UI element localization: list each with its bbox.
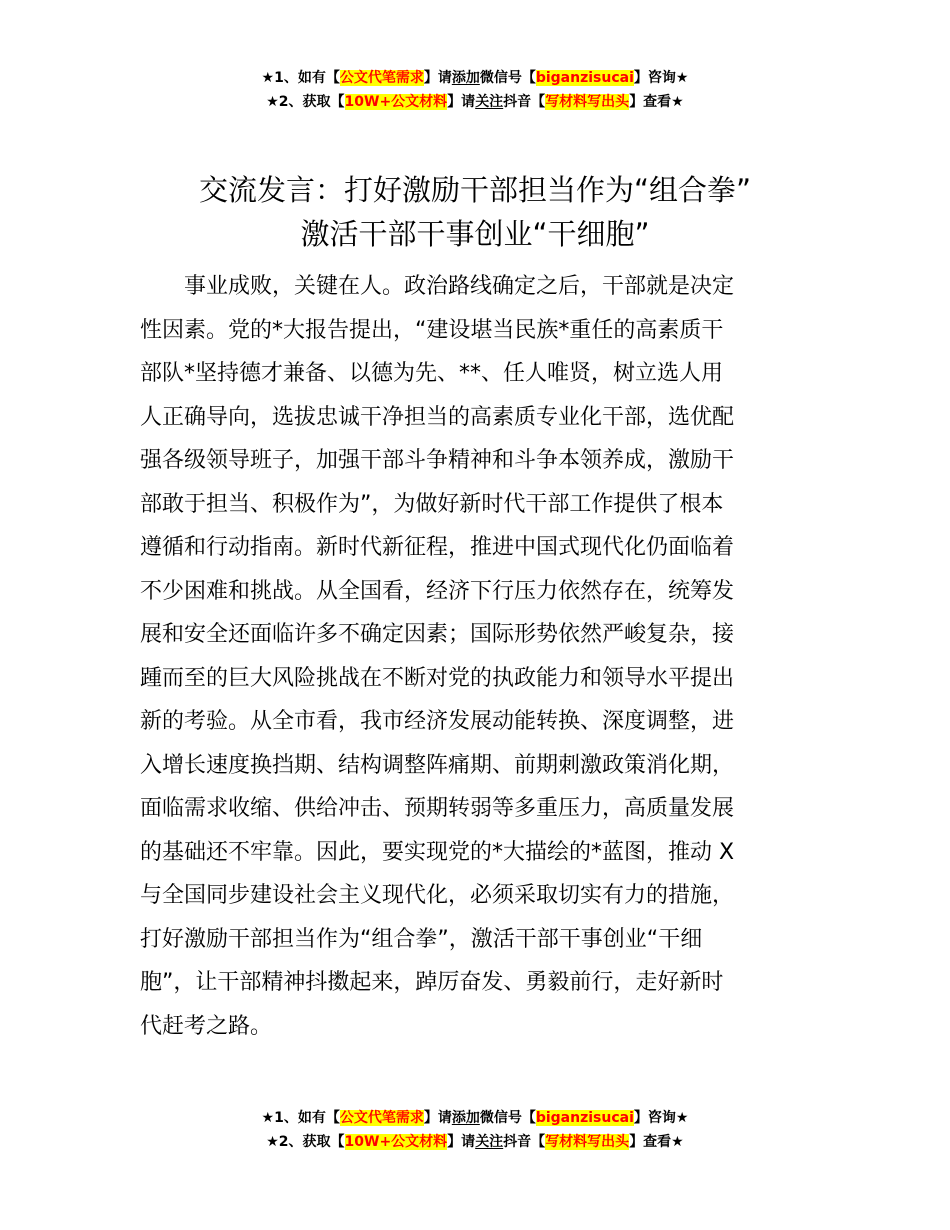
body-line: 踵而至的巨大风险挑战在不断对党的执政能力和领导水平提出 — [140, 665, 735, 691]
title-line-2: 激活干部干事创业“干细胞” — [300, 217, 650, 251]
promo-highlight: 10W+公文材料 — [344, 94, 448, 110]
body-line: 遵循和行动指南。新时代新征程，推进中国式现代化仍面临着 — [140, 535, 735, 560]
title-line-1: 交流发言：打好激励干部担当作为“组合拳” — [198, 173, 752, 207]
promo-line-1: ★1、如有【公文代笔需求】请添加微信号【biganzisucai】咨询★ — [261, 70, 689, 86]
body-line: 部队*坚持德才兼备、以德为先、**、任人唯贤，树立选人用 — [140, 361, 724, 386]
promo-douyin-id: 写材料写出头 — [545, 94, 630, 110]
promo-line-2: ★2、获取【10W+公文材料】请关注抖音【写材料写出头】查看★ — [266, 94, 684, 110]
promo-line-2: ★2、获取【10W+公文材料】请关注抖音【写材料写出头】查看★ — [266, 1134, 684, 1150]
footer-promo-banner — [0, 1106, 950, 1154]
body-line: 打好激励干部担当作为“组合拳”，激活干部干事创业“干细 — [140, 926, 703, 952]
document-title — [0, 168, 950, 256]
promo-highlight: 公文代笔需求 — [339, 1110, 424, 1126]
body-line: 入增长速度换挡期、结构调整阵痛期、前期刺激政策消化期， — [140, 752, 735, 778]
body-line: 部敢于担当、积极作为”，为做好新时代干部工作提供了根本 — [140, 491, 724, 517]
body-line: 新的考验。从全市看，我市经济发展动能转换、深度调整，进 — [140, 709, 735, 734]
promo-wechat-id: biganzisucai — [535, 70, 634, 86]
body-line: 胞”，让干部精神抖擞起来，踔厉奋发、勇毅前行，走好新时 — [140, 970, 724, 995]
body-line: 面临需求收缩、供给冲击、预期转弱等多重压力，高质量发展 — [140, 796, 735, 821]
body-line: 不少困难和挑战。从全国看，经济下行压力依然存在，统筹发 — [140, 578, 735, 604]
body-line: 代赶考之路。 — [140, 1013, 273, 1039]
promo-highlight: 公文代笔需求 — [339, 70, 424, 86]
body-line: 强各级领导班子，加强干部斗争精神和斗争本领养成，激励干 — [140, 448, 735, 473]
body-line: 的基础还不牢靠。因此，要实现党的*大描绘的*蓝图，推动 X — [140, 839, 735, 865]
body-paragraph — [140, 265, 812, 1048]
body-line: 事业成败，关键在人。政治路线确定之后，干部就是决定 — [140, 274, 735, 299]
header-promo-banner — [0, 66, 950, 114]
body-line: 展和安全还面临许多不确定因素；国际形势依然严峻复杂，接 — [140, 622, 735, 647]
body-line: 性因素。党的*大报告提出，“建设堪当民族*重任的高素质干 — [140, 317, 724, 343]
body-line: 与全国同步建设社会主义现代化，必须采取切实有力的措施， — [140, 883, 735, 908]
body-line: 人正确导向，选拔忠诚干净担当的高素质专业化干部，选优配 — [140, 404, 735, 430]
promo-highlight: 10W+公文材料 — [344, 1134, 448, 1150]
promo-underlined-text: 添加 — [451, 70, 480, 86]
promo-underlined-text: 关注 — [475, 1134, 504, 1150]
promo-douyin-id: 写材料写出头 — [545, 1134, 630, 1150]
promo-underlined-text: 添加 — [451, 1110, 480, 1126]
promo-line-1: ★1、如有【公文代笔需求】请添加微信号【biganzisucai】咨询★ — [261, 1110, 689, 1126]
promo-underlined-text: 关注 — [475, 94, 504, 110]
promo-wechat-id: biganzisucai — [535, 1110, 634, 1126]
